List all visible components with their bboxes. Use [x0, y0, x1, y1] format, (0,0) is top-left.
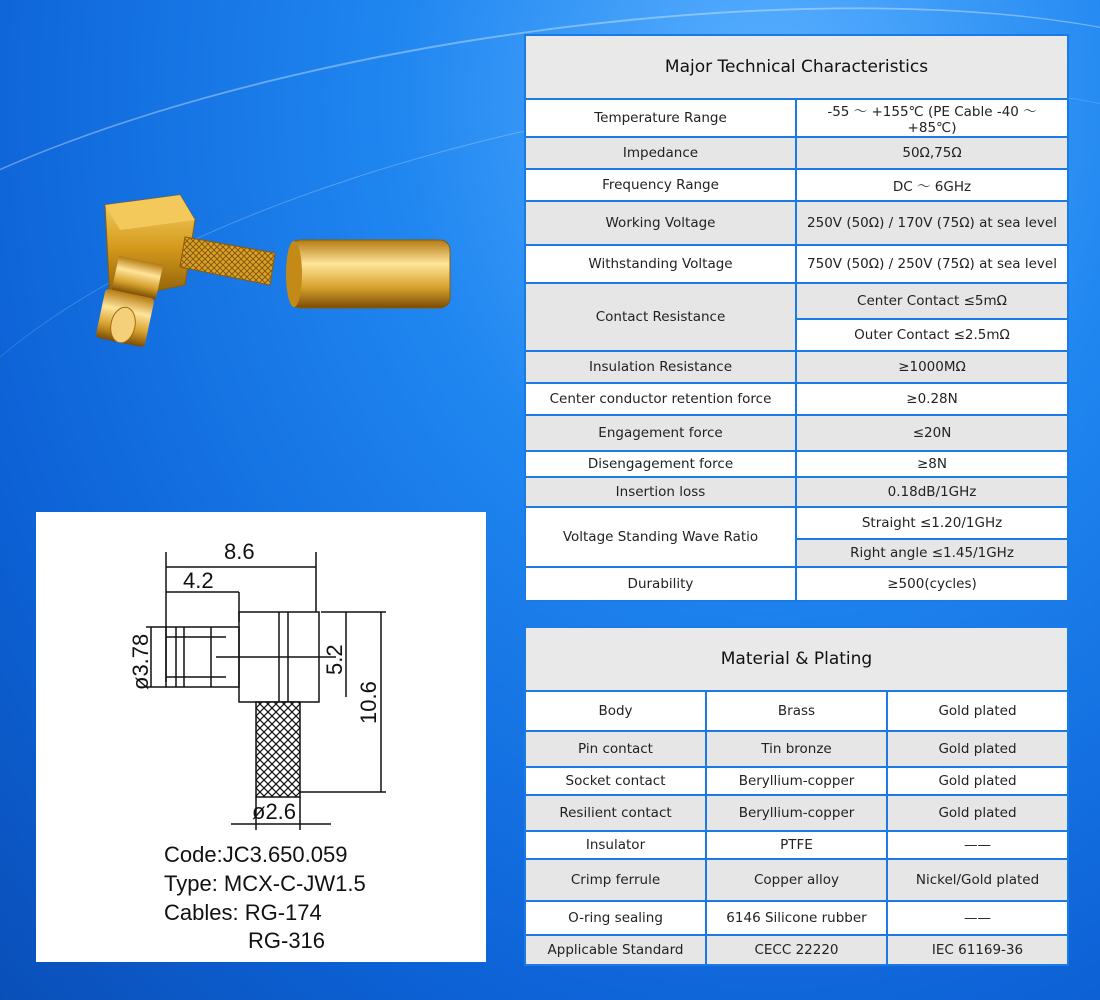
tech-characteristics-panel: [524, 34, 1067, 602]
plating-cell: Gold plated: [887, 731, 1068, 767]
row-label: Disengagement force: [525, 451, 796, 477]
row-value: -55 ～ +155℃ (PE Cable -40 ～ +85℃): [796, 99, 1068, 137]
part-cell: Body: [525, 691, 706, 731]
plating-cell: ——: [887, 901, 1068, 935]
drawing-type: Type: MCX-C-JW1.5: [164, 871, 366, 896]
part-cell: O-ring sealing: [525, 901, 706, 935]
part-cell: Applicable Standard: [525, 935, 706, 965]
row-label: Impedance: [525, 137, 796, 169]
row-value: Center Contact ≤5mΩ: [796, 283, 1068, 319]
dim-cable-dia: ø2.6: [252, 799, 297, 824]
material-cell: CECC 22220: [706, 935, 887, 965]
dim-diameter: ø3.78: [128, 633, 153, 690]
dim-offset: 4.2: [183, 568, 214, 593]
material-cell: Beryllium-copper: [706, 795, 887, 831]
row-value: Right angle ≤1.45/1GHz: [796, 539, 1068, 567]
material-plating-panel: [524, 626, 1067, 966]
plating-cell: Nickel/Gold plated: [887, 859, 1068, 901]
dim-body-height: 5.2: [322, 644, 347, 675]
part-cell: Pin contact: [525, 731, 706, 767]
material-cell: Copper alloy: [706, 859, 887, 901]
material-cell: Beryllium-copper: [706, 767, 887, 795]
tech-characteristics-table: [524, 34, 1069, 602]
row-value: ≥8N: [796, 451, 1068, 477]
drawing-cables: Cables: RG-174: [164, 900, 322, 925]
material-plating-table: [524, 626, 1069, 966]
row-value: Straight ≤1.20/1GHz: [796, 507, 1068, 539]
row-value: Outer Contact ≤2.5mΩ: [796, 319, 1068, 351]
material-cell: Tin bronze: [706, 731, 887, 767]
plating-cell: Gold plated: [887, 767, 1068, 795]
row-label: Insertion loss: [525, 477, 796, 507]
row-label: Temperature Range: [525, 99, 796, 137]
row-value: 50Ω,75Ω: [796, 137, 1068, 169]
dimension-drawing: [36, 512, 486, 962]
row-label: Engagement force: [525, 415, 796, 451]
drawing-code: Code:JC3.650.059: [164, 842, 348, 867]
row-label: Voltage Standing Wave Ratio: [525, 507, 796, 567]
plating-cell: Gold plated: [887, 691, 1068, 731]
row-value: 750V (50Ω) / 250V (75Ω) at sea level: [796, 245, 1068, 283]
row-label: Durability: [525, 567, 796, 601]
part-cell: Crimp ferrule: [525, 859, 706, 901]
row-value: DC ～ 6GHz: [796, 169, 1068, 201]
row-value: ≥500(cycles): [796, 567, 1068, 601]
dim-overall-width: 8.6: [224, 539, 255, 564]
material-cell: 6146 Silicone rubber: [706, 901, 887, 935]
row-label: Insulation Resistance: [525, 351, 796, 383]
row-value: 250V (50Ω) / 170V (75Ω) at sea level: [796, 201, 1068, 245]
row-value: ≤20N: [796, 415, 1068, 451]
material-cell: Brass: [706, 691, 887, 731]
dim-total-height: 10.6: [356, 681, 381, 724]
plating-cell: Gold plated: [887, 795, 1068, 831]
row-label: Center conductor retention force: [525, 383, 796, 415]
plating-cell: ——: [887, 831, 1068, 859]
row-label: Contact Resistance: [525, 283, 796, 351]
tech-table-title: Major Technical Characteristics: [525, 35, 1068, 99]
product-photo: [85, 175, 465, 375]
part-cell: Socket contact: [525, 767, 706, 795]
row-value: ≥1000MΩ: [796, 351, 1068, 383]
material-table-title: Material & Plating: [525, 627, 1068, 691]
drawing-cables-extra: RG-316: [248, 928, 326, 953]
row-label: Withstanding Voltage: [525, 245, 796, 283]
material-cell: PTFE: [706, 831, 887, 859]
part-cell: Resilient contact: [525, 795, 706, 831]
row-value: ≥0.28N: [796, 383, 1068, 415]
row-label: Frequency Range: [525, 169, 796, 201]
plating-cell: IEC 61169-36: [887, 935, 1068, 965]
row-label: Working Voltage: [525, 201, 796, 245]
part-cell: Insulator: [525, 831, 706, 859]
row-value: 0.18dB/1GHz: [796, 477, 1068, 507]
